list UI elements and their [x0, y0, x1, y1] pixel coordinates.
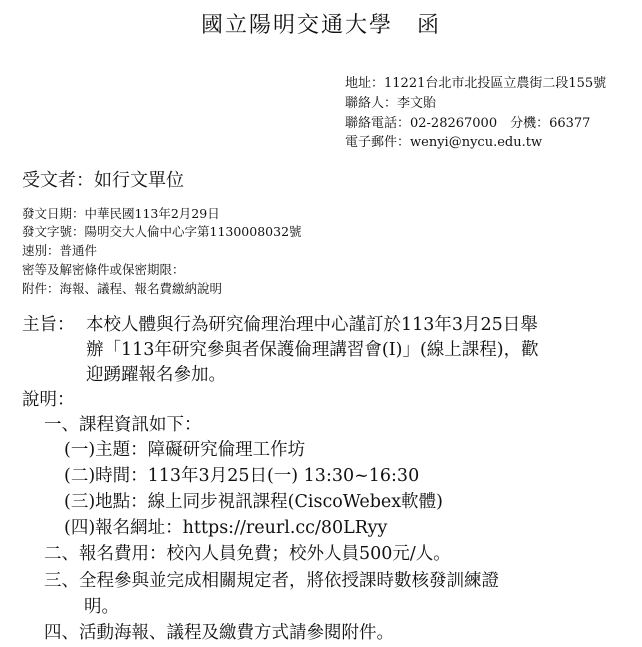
contact-email: 電子郵件：wenyi@nycu.edu.tw	[345, 135, 543, 150]
course-location: (三)地點：線上同步視訊課程(CiscoWebex軟體)	[64, 492, 443, 512]
document-title: 國立陽明交通大學 函	[200, 13, 441, 38]
subject-line-1: 本校人體與行為研究倫理治理中心謹訂於113年3月25日舉	[86, 315, 538, 335]
document-number: 發文字號：陽明交大人倫中心字第1130008032號	[22, 224, 302, 239]
attachments: 附件：海報、議程、報名費繳納說明	[22, 281, 223, 296]
subject-label: 主旨：	[22, 315, 75, 335]
course-time: (二)時間：113年3月25日(一) 13:30~16:30	[64, 466, 420, 486]
contact-phone: 聯絡電話：02-28267000 分機：66377	[345, 116, 591, 131]
subject-line-3: 迎踴躍報名參加。	[86, 365, 226, 385]
contact-address: 地址：11221台北市北投區立農街二段155號	[345, 76, 607, 91]
explanation-item-3-cont: 明。	[84, 597, 119, 617]
explanation-item-2: 二、報名費用：校內人員免費；校外人員500元/人。	[44, 544, 451, 564]
urgency: 速別：普通件	[22, 243, 98, 258]
recipient: 受文者：如行文單位	[22, 170, 184, 191]
explanation-item-4: 四、活動海報、議程及繳費方式請參閱附件。	[44, 623, 394, 643]
security-level: 密等及解密條件或保密期限：	[22, 262, 185, 277]
issue-date: 發文日期：中華民國113年2月29日	[22, 206, 220, 221]
explanation-item-3: 三、全程參與並完成相關規定者，將依授課時數核發訓練證	[44, 571, 499, 591]
course-topic: (一)主題：障礙研究倫理工作坊	[64, 440, 306, 460]
explanation-label: 說明：	[22, 390, 75, 410]
contact-person: 聯絡人：李文貽	[345, 96, 437, 111]
subject-line-2: 辦「113年研究參與者保護倫理講習會(I)」(線上課程)，歡	[86, 340, 539, 360]
registration-url: (四)報名網址：https://reurl.cc/80LRyy	[64, 518, 388, 538]
explanation-item-1: 一、課程資訊如下：	[44, 415, 202, 435]
